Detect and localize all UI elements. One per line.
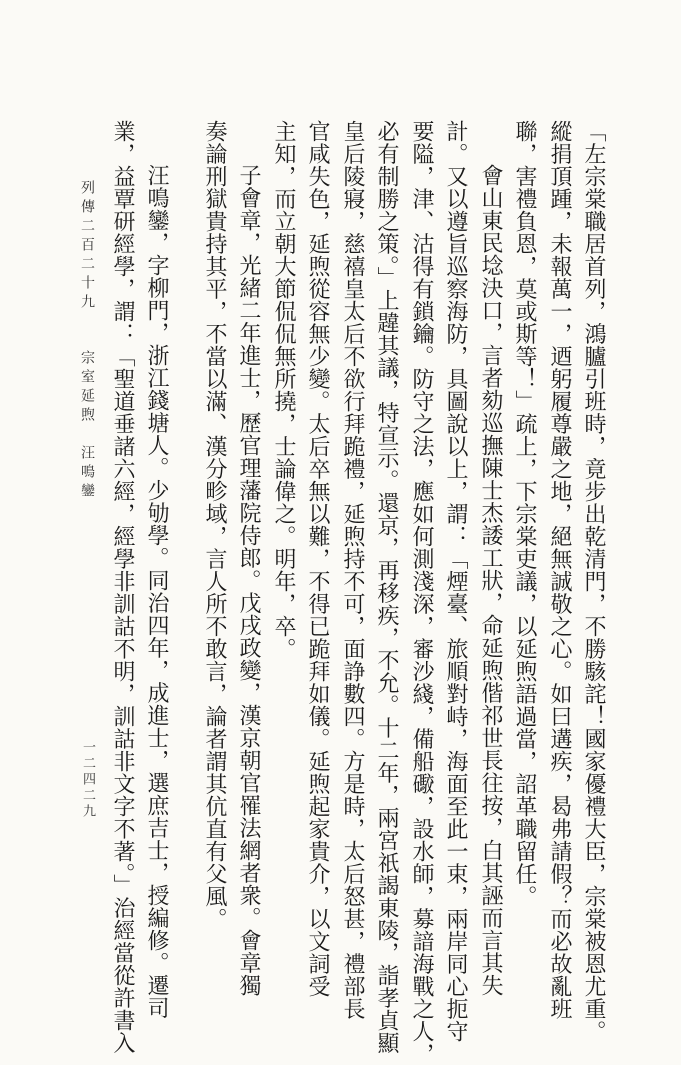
text-column-3: 聯，害禮負恩，莫或斯等！」疏上，下宗棠吏議，以延煦語過當，詔革職留任。 [512,120,537,908]
text-column-12: 奏論刑獄貴持其平，不當以滿、漢分畛域，言人所不敢言，論者謂其伉直有父風。 [202,120,227,930]
text-column-10: 主知，而立朝大節侃侃無所撓，士論偉之。明年，卒。 [271,120,296,660]
text-column-8: 皇后陵寢，慈禧皇太后不欲行拜跪禮，延煦持不可，面諍數四。方是時，太后怒甚，禮部長 [340,120,365,1020]
page-number: 一二四二九 [80,740,95,820]
margin-names: 宗室延煦 汪鳴鑾 [79,350,95,502]
text-column-5: 計。又以遵旨巡察海防，具圖說以上，謂：「煙臺、旅順對峙，海面至此一束，兩岸同心扼守 [443,120,468,1043]
margin-chapter: 列傳二百二十九 [79,180,95,313]
text-column-11: 子會章，光緒二年進士，歷官理藩院侍郎。戊戌政變，漢京朝官罹法網者衆。會章獨 [236,164,261,997]
text-column-14: 業，益覃研經學，謂：「聖道垂諸六經，經學非訓詁不明，訓詁非文字不著。」治經當從許書入 [110,120,135,1054]
text-column-4: 會山東民埝決口，言者劾巡撫陳士杰諉工狀，命延煦偕祁世長往按，白其誣而言其失 [478,164,503,997]
text-column-7: 必有制勝之策。」上韙其議，特宣示。還京，再移疾，不允。十二年，兩宮祇謁東陵，詣孝貞顯 [374,120,399,1054]
text-column-1: 「左宗棠職居首列，鴻臚引班時，竟步出乾清門，不勝駭詫！國家優禮大臣，宗棠被恩尤重。 [581,120,606,1043]
text-column-6: 要隘，津、沽得有鎖鑰。防守之法，應如何測淺深，審沙綫，備船礮，設水師，募諳海戰之人， [409,120,434,1065]
text-column-2: 縱捐頂踵，未報萬一，迺躬履尊嚴之地，絕無誠敬之心。如曰遘疾，曷弗請假？而必故亂班 [547,120,572,1020]
text-column-13: 汪鳴鑾，字柳門，浙江錢塘人。少劬學。同治四年，成進士，選庶吉士，授編修。遷司 [144,164,169,1019]
text-column-9: 官咸失色，延煦從容無少變。太后卒無以難，不得已跪拜如儀。延煦起家貴介，以文詞受 [305,120,330,998]
